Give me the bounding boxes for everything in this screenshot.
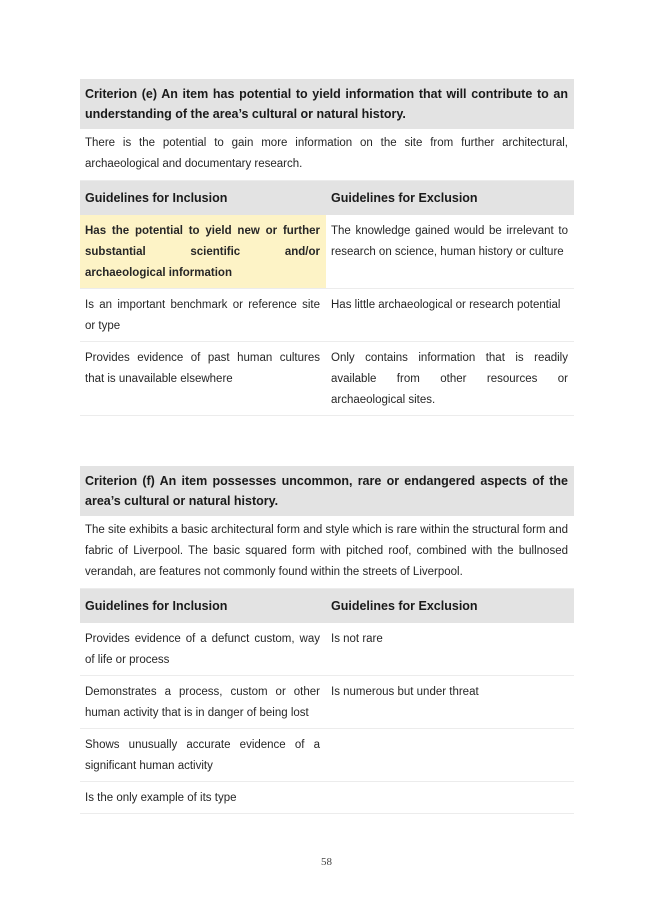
table-row [80,676,574,729]
inclusion-cell: Demonstrates a process, custom or other human activity that is in danger of being lost [80,676,326,729]
inclusion-header: Guidelines for Inclusion [80,181,326,215]
table-row [80,782,574,814]
exclusion-cell [326,729,574,782]
criterion-e-description: There is the potential to gain more information on the site from further architectural, archaeological and documentary research. [80,129,574,181]
exclusion-header: Guidelines for Exclusion [326,589,574,623]
inclusion-cell-highlighted: Has the potential to yield new or further substantial scientific and/or archaeological information [80,215,326,289]
exclusion-cell [326,782,574,814]
criterion-f-heading: Criterion (f) An item possesses uncommon, rare or endangered aspects of the area’s cultural or natural history. [80,466,574,516]
exclusion-cell: The knowledge gained would be irrelevant to research on science, human history or culture [326,215,574,289]
exclusion-cell: Has little archaeological or research potential [326,289,574,342]
exclusion-cell: Only contains information that is readily available from other resources or archaeological sites. [326,342,574,416]
criterion-e-section [80,79,574,416]
criterion-e-guidelines-table [80,181,574,416]
exclusion-cell: Is numerous but under threat [326,676,574,729]
exclusion-cell: Is not rare [326,623,574,676]
table-row [80,342,574,416]
page-number: 58 [321,856,332,868]
inclusion-cell: Is an important benchmark or reference site or type [80,289,326,342]
inclusion-cell: Provides evidence of a defunct custom, way of life or process [80,623,326,676]
table-row [80,215,574,289]
inclusion-header: Guidelines for Inclusion [80,589,326,623]
criterion-e-heading: Criterion (e) An item has potential to yield information that will contribute to an understanding of the area’s cultural or natural history. [80,79,574,129]
criterion-f-description: The site exhibits a basic architectural form and style which is rare within the structural form and fabric of Liverpool. The basic squared form with pitched roof, combined with the bullnosed verandah, are features not commonly found within the streets of Liverpool. [80,516,574,589]
table-row [80,289,574,342]
table-header-row [80,181,574,215]
criterion-f-section [80,466,574,814]
inclusion-cell: Provides evidence of past human cultures that is unavailable elsewhere [80,342,326,416]
inclusion-cell: Shows unusually accurate evidence of a significant human activity [80,729,326,782]
table-row [80,623,574,676]
criterion-f-guidelines-table [80,589,574,814]
table-row [80,729,574,782]
table-header-row [80,589,574,623]
exclusion-header: Guidelines for Exclusion [326,181,574,215]
inclusion-cell: Is the only example of its type [80,782,326,814]
